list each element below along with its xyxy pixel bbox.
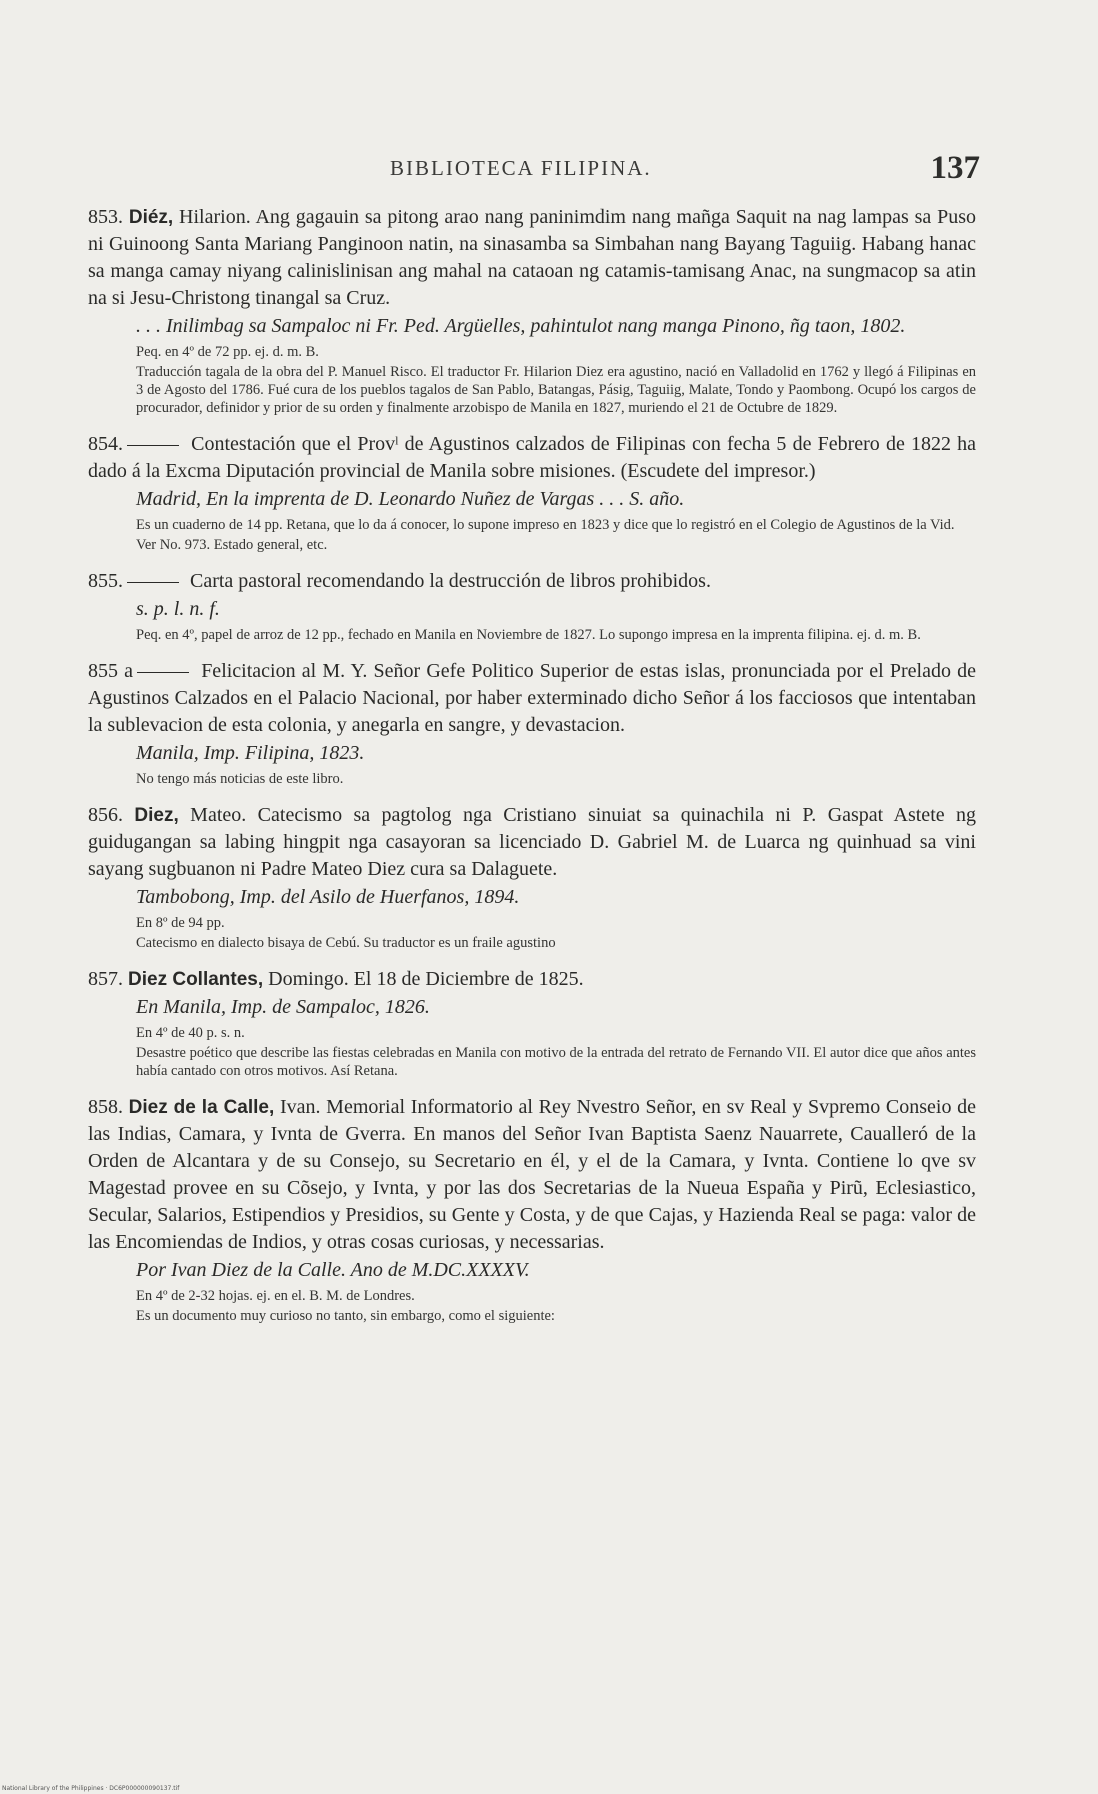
entry-note: Catecismo en dialecto bisaya de Cebú. Su traductor es un fraile agustino (136, 935, 556, 951)
entry-author-rest: Mateo. (178, 804, 247, 826)
entry-number: 856. (88, 804, 123, 826)
entry-author: Diez de la Calle, (128, 1097, 275, 1118)
entry-858 (88, 1094, 976, 1325)
entry-imprint: . . . Inilimbag sa Sampaloc ni Fr. Ped. Argüelles, pahintulot nang manga Pinono, ñg taon, 1802. (136, 315, 906, 337)
ditto-dash (127, 445, 179, 446)
entry-855a (88, 658, 976, 788)
entry-note: En 4º de 2-32 hojas. ej. en el. B. M. de Londres. (136, 1288, 415, 1304)
entry-note: Es un cuaderno de 14 pp. Retana, que lo da á conocer, lo supone impreso en 1823 y dice que lo registró en el Colegio de Agustinos de la Vid. (136, 517, 955, 533)
entry-note: En 8º de 94 pp. (136, 915, 225, 931)
entry-number: 858. (88, 1096, 123, 1118)
entry-note: No tengo más noticias de este libro. (136, 771, 344, 787)
entry-title: Ang gagauin sa pitong arao nang paninimdim nang mañga Saquit na nag lampas sa Puso ni Guinoong Santa Mariang Panginoon natin, na sinasamba sa Simbahan nang Bayang Taguiig. Habang hanac sa manga camay niyang calinislinisan ang mahal na cataoan ng catamis-tamisang Anac, na sungmacop sa atin na si Jesu-Christong tinangal sa Cruz. (88, 206, 977, 309)
entry-author-rest: Domingo. (263, 968, 349, 990)
entry-imprint: En Manila, Imp. de Sampaloc, 1826. (136, 996, 430, 1018)
entry-author-rest: Ivan. (274, 1096, 321, 1118)
entry-lead (88, 204, 976, 312)
entry-author: Diez Collantes, (128, 969, 264, 990)
scan-source-footer: National Library of the Philippines · DC6P000000090137.tif (2, 1785, 180, 1792)
entry-imprint: Tambobong, Imp. del Asilo de Huerfanos, 1894. (136, 886, 520, 908)
entry-lead (88, 658, 976, 739)
entry-note: Es un documento muy curioso no tanto, sin embargo, como el siguiente: (136, 1308, 555, 1324)
entry-author: Diéz, (128, 207, 174, 228)
entry-855 (88, 568, 976, 644)
entry-lead (88, 431, 976, 485)
entry-number: 855 a (88, 660, 134, 682)
page-number: 137 (930, 150, 980, 186)
entry-note: En 4º de 40 p. s. n. (136, 1025, 245, 1041)
entry-number: 854. (88, 433, 123, 455)
ditto-dash (127, 582, 179, 583)
entry-title: Carta pastoral recomendando la destrucción de libros prohibidos. (190, 570, 711, 592)
entry-857 (88, 966, 976, 1080)
page-header (90, 150, 980, 190)
entry-title: Memorial Informatorio al Rey Nvestro Señor, en sv Real y Svpremo Conseio de las Indias, Camara, y Ivnta de Gverra. En manos del Señor Ivan Baptista Saenz Nauarrete, Caualleró de la Orden de Alcantara y de su Consejo, su Secretario en él, y el de la Camara, y Ivnta. Contiene lo qve sv Magestad provee en su Cõsejo, y Ivnta, y por las dos Secretarias de la Nueua España y Pirũ, Eclesiastico, Secular, Salarios, Estipendios y Presidios, su Gente y Costa, y de que Cajas, y Hazienda Real se paga: valor de las Encomiendas de Indios, y otras cosas curiosas, y necessarias. (88, 1096, 976, 1253)
entry-imprint: Madrid, En la imprenta de D. Leonardo Nuñez de Vargas . . . S. año. (136, 488, 685, 510)
entry-number: 853. (88, 206, 123, 228)
entry-author-rest: Hilarion. (173, 206, 251, 228)
entry-lead (88, 966, 976, 993)
entry-note: Desastre poético que describe las fiestas celebradas en Manila con motivo de la entrada del retrato de Fernando VII. El autor dice que años antes había cantado con otros motivos. Así Retana. (136, 1045, 976, 1079)
entry-title: El 18 de Diciembre de 1825. (353, 968, 584, 990)
entry-lead (88, 568, 976, 595)
entry-imprint: Por Ivan Diez de la Calle. Ano de M.DC.XXXXV. (136, 1259, 530, 1281)
entry-note: Peq. en 4º de 72 pp. ej. d. m. B. (136, 344, 319, 360)
entry-title: Catecismo sa pagtolog nga Cristiano sinuiat sa quinachila ni P. Gaspat Astete ng guidugangan sa labing hingpit nga casayoran sa licenciado D. Gabriel M. de Luarca ng quinhuad sa vini sayang sugbuanon ni Padre Mateo Diez cura sa Dalaguete. (88, 804, 977, 880)
entry-number: 857. (88, 968, 123, 990)
entry-title: Felicitacion al M. Y. Señor Gefe Politico Superior de estas islas, pronunciada por el Prelado de Agustinos Calzados en el Palacio Nacional, por haber exterminado dicho Señor á los facciosos que intentaban la sublevacion de esta colonia, y anegarla en sangre, y devastacion. (88, 660, 976, 736)
entry-title: Contestación que el Provˡ de Agustinos calzados de Filipinas con fecha 5 de Febrero de 1822 ha dado á la Excma Diputación provincial de Manila sobre misiones. (Escudete del impresor.) (88, 433, 977, 482)
bibliography-entries (88, 204, 976, 1339)
entry-note: Ver No. 973. Estado general, etc. (136, 537, 328, 553)
entry-note: Traducción tagala de la obra del P. Manuel Risco. El traductor Fr. Hilarion Diez era agustino, nació en Valladolid en 1762 y llegó á Filipinas en 3 de Agosto del 1786. Fué cura de los pueblos tagalos de San Pablo, Batangas, Pásig, Taguiig, Malate, Tondo y Paombong. Ocupó los cargos de procurador, definidor y prior de su orden y finalmente arzobispo de Manila en 1827, muriendo el 21 de Octubre de 1829. (136, 364, 976, 416)
entry-imprint: s. p. l. n. f. (136, 598, 220, 620)
entry-author: Diez, (134, 805, 179, 826)
entry-lead (88, 1094, 976, 1256)
entry-number: 855. (88, 570, 123, 592)
entry-note: Peq. en 4º, papel de arroz de 12 pp., fechado en Manila en Noviembre de 1827. Lo supongo impresa en la imprenta filipina. ej. d. m. B. (136, 627, 921, 643)
entry-lead (88, 802, 976, 883)
running-title: BIBLIOTECA FILIPINA. (390, 156, 652, 180)
entry-853 (88, 204, 976, 417)
ditto-dash (137, 672, 189, 673)
entry-856 (88, 802, 976, 952)
entry-854 (88, 431, 976, 554)
entry-imprint: Manila, Imp. Filipina, 1823. (136, 742, 365, 764)
